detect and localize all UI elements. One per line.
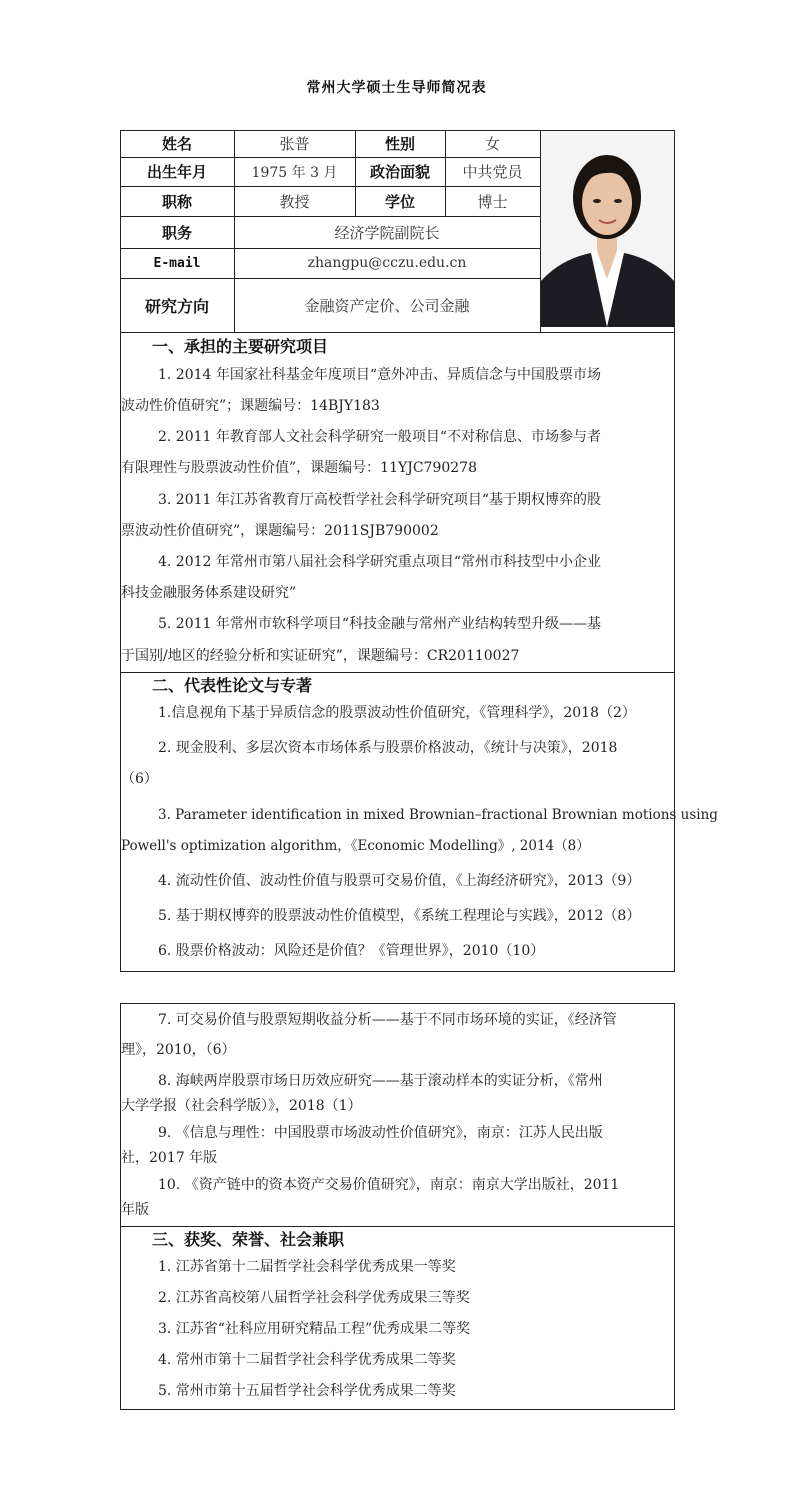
paper-line: 年版 xyxy=(121,1202,149,1218)
portrait-image xyxy=(541,131,674,327)
page-title: 常州大学硕士生导师简况表 xyxy=(306,80,487,96)
political-value: 中共党员 xyxy=(462,163,523,181)
research-value: 金融资产定价、公司金融 xyxy=(304,296,470,315)
project-line: 1. 2014 年国家社科基金年度项目“意外冲击、异质信念与中国股票市场 xyxy=(158,367,602,383)
birth-label: 出生年月 xyxy=(146,163,207,181)
title-label: 职称 xyxy=(161,192,192,211)
degree-value: 博士 xyxy=(477,192,508,211)
project-line: 票波动性价值研究”，课题编号：2011SJB790002 xyxy=(121,523,439,539)
research-label: 研究方向 xyxy=(144,296,209,316)
paper-line: 5. 基于期权博弈的股票波动性价值模型，《系统工程理论与实践》，2012（8） xyxy=(158,908,641,924)
project-line: 5. 2011 年常州市软科学项目“科技金融与常州产业结构转型升级——基 xyxy=(158,616,602,632)
paper-line: 6. 股票价格波动：风险还是价值？《管理世界》，2010（10） xyxy=(158,943,545,959)
project-line: 4. 2012 年常州市第八届社会科学研究重点项目“常州市科技型中小企业 xyxy=(158,554,602,570)
email-value: zhangpu@cczu.edu.cn xyxy=(307,255,467,271)
paper-line: Powell's optimization algorithm，《Economic Modelling》, 2014（8） xyxy=(121,838,590,854)
paper-line: 1.信息视角下基于异质信念的股票波动性价值研究，《管理科学》，2018（2） xyxy=(158,705,636,721)
political-label: 政治面貌 xyxy=(369,163,430,181)
award-line: 3. 江苏省“社科应用研究精品工程”优秀成果二等奖 xyxy=(158,1321,471,1337)
project-line: 科技金融服务体系建设研究” xyxy=(121,585,297,601)
project-line: 3. 2011 年江苏省教育厅高校哲学社会科学研究项目“基于期权博弈的股 xyxy=(158,492,602,508)
project-line: 2. 2011 年教育部人文社会科学研究一般项目“不对称信息、市场参与者 xyxy=(158,429,602,445)
gender-label: 性别 xyxy=(384,135,415,153)
paper-line: 3. Parameter identification in mixed Brownian–fractional Brownian motions using xyxy=(158,807,718,823)
project-line: 有限理性与股票波动性价值”，课题编号：11YJC790278 xyxy=(121,460,477,476)
paper-line: 理》，2010，（6） xyxy=(121,1042,236,1058)
name-value: 张普 xyxy=(279,135,310,153)
email-label: E-mail xyxy=(153,255,201,271)
project-line: 于国别/地区的经验分析和实证研究”，课题编号：CR20110027 xyxy=(121,648,520,664)
paper-line: 8. 海峡两岸股票市场日历效应研究——基于滚动样本的实证分析，《常州 xyxy=(158,1073,603,1089)
paper-line: 9. 《信息与理性：中国股票市场波动性价值研究》，南京：江苏人民出版 xyxy=(158,1125,603,1141)
degree-label: 学位 xyxy=(384,192,415,211)
paper-line: 社，2017 年版 xyxy=(121,1150,218,1166)
award-line: 4. 常州市第十二届哲学社会科学优秀成果二等奖 xyxy=(158,1352,456,1368)
paper-line: 大学学报（社会科学版）》，2018（1） xyxy=(121,1098,362,1114)
title-value: 教授 xyxy=(279,192,310,211)
award-line: 2. 江苏省高校第八届哲学社会科学优秀成果三等奖 xyxy=(158,1290,470,1306)
award-line: 5. 常州市第十五届哲学社会科学优秀成果二等奖 xyxy=(158,1383,456,1399)
paper-line: 7. 可交易价值与股票短期收益分析——基于不同市场环境的实证，《经济管 xyxy=(158,1012,617,1028)
position-label: 职务 xyxy=(161,223,192,242)
section2-heading: 二、代表性论文与专著 xyxy=(152,676,313,695)
position-value: 经济学院副院长 xyxy=(334,223,440,242)
section1-heading: 一、承担的主要研究项目 xyxy=(152,337,329,356)
profile-photo xyxy=(541,131,674,327)
section3-heading: 三、获奖、荣誉、社会兼职 xyxy=(152,1230,345,1249)
gender-value: 女 xyxy=(484,135,500,153)
paper-line: （6） xyxy=(121,771,158,787)
name-label: 姓名 xyxy=(161,135,192,153)
paper-line: 2. 现金股利、多层次资本市场体系与股票价格波动，《统计与决策》，2018 xyxy=(158,740,618,756)
project-line: 波动性价值研究”；课题编号：14BJY183 xyxy=(121,398,380,414)
paper-line: 4. 流动性价值、波动性价值与股票可交易价值，《上海经济研究》，2013（9） xyxy=(158,873,641,889)
birth-value: 1975 年 3 月 xyxy=(251,164,338,181)
award-line: 1. 江苏省第十二届哲学社会科学优秀成果一等奖 xyxy=(158,1259,456,1275)
paper-line: 10. 《资产链中的资本资产交易价值研究》，南京：南京大学出版社，2011 xyxy=(158,1177,620,1193)
